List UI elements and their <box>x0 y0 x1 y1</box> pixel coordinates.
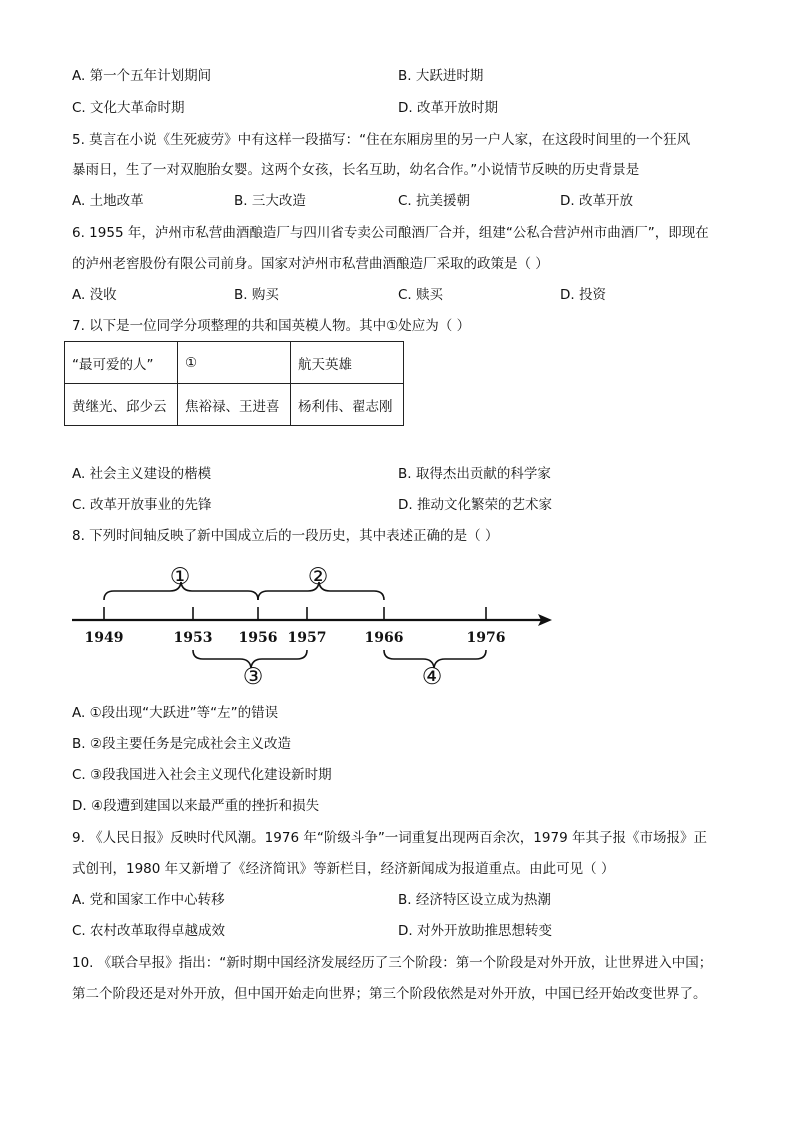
q6-option-d: D. 投资 <box>560 287 606 303</box>
q8-option-b: B. ②段主要任务是完成社会主义改造 <box>72 736 291 752</box>
table-header-cell: “最可爱的人” <box>65 342 178 384</box>
q5-option-d: D. 改革开放 <box>560 193 633 209</box>
timeline-ticks <box>104 607 486 620</box>
q7-option-b: B. 取得杰出贡献的科学家 <box>398 466 551 482</box>
q5-stem-line1: 5. 莫言在小说《生死疲劳》中有这样一段描写：“住在东厢房里的另一户人家，在这段时间里的一个狂风 <box>72 132 691 148</box>
q4-option-c: C. 文化大革命时期 <box>72 100 185 116</box>
q8-stem: 8. 下列时间轴反映了新中国成立后的一段历史，其中表述正确的是（ ） <box>72 528 499 544</box>
segment-marker-4: ④ <box>421 664 443 690</box>
year-label: 1966 <box>364 630 404 646</box>
q5-option-b: B. 三大改造 <box>234 193 306 209</box>
segment-marker-2: ② <box>307 564 329 590</box>
q5-option-a: A. 土地改革 <box>72 193 144 209</box>
q6-option-a: A. 没收 <box>72 287 117 303</box>
q9-option-c: C. 农村改革取得卓越成效 <box>72 923 226 939</box>
year-label: 1949 <box>84 630 124 646</box>
table-cell: 焦裕禄、王进喜 <box>178 384 291 426</box>
q9-option-a: A. 党和国家工作中心转移 <box>72 892 225 908</box>
q7-option-a: A. 社会主义建设的楷模 <box>72 466 212 482</box>
q9-stem-line2: 式创刊，1980 年又新增了《经济简讯》等新栏目，经济新闻成为报道重点。由此可见（ ） <box>72 861 615 877</box>
q4-option-a: A. 第一个五年计划期间 <box>72 68 212 84</box>
q7-stem: 7. 以下是一位同学分项整理的共和国英模人物。其中①处应为（ ） <box>72 318 471 334</box>
q9-option-d: D. 对外开放助推思想转变 <box>398 923 552 939</box>
q8-option-d: D. ④段遭到建国以来最严重的挫折和损失 <box>72 798 320 814</box>
q5-option-c: C. 抗美援朝 <box>398 193 471 209</box>
table-row <box>65 342 404 384</box>
q7-option-c: C. 改革开放事业的先锋 <box>72 497 212 513</box>
q6-option-c: C. 赎买 <box>398 287 444 303</box>
year-label: 1957 <box>287 630 327 646</box>
table-cell: 黄继光、邱少云 <box>65 384 178 426</box>
q7-option-d: D. 推动文化繁荣的艺术家 <box>398 497 552 513</box>
q10-stem-line2: 第二个阶段还是对外开放，但中国开始走向世界；第三个阶段依然是对外开放，中国已经开始改变世界了。 <box>72 986 707 1002</box>
segment-marker-3: ③ <box>242 664 264 690</box>
timeline-diagram <box>60 556 560 691</box>
q9-stem-line1: 9. 《人民日报》反映时代风潮。1976 年“阶级斗争”一词重复出现两百余次，1979 年其子报《市场报》正 <box>72 830 707 846</box>
q6-stem-line1: 6. 1955 年，泸州市私营曲酒酿造厂与四川省专卖公司酿酒厂合并，组建“公私合营泸州市曲酒厂”，即现在 <box>72 225 709 241</box>
q6-option-b: B. 购买 <box>234 287 279 303</box>
year-label: 1953 <box>173 630 213 646</box>
table-cell: 杨利伟、翟志刚 <box>291 384 404 426</box>
table-header-cell: ① <box>178 342 291 384</box>
q9-option-b: B. 经济特区设立成为热潮 <box>398 892 551 908</box>
q6-stem-line2: 的泸州老窖股份有限公司前身。国家对泸州市私营曲酒酿造厂采取的政策是（ ） <box>72 256 549 272</box>
q8-option-c: C. ③段我国进入社会主义现代化建设新时期 <box>72 767 332 783</box>
table-row <box>65 384 404 426</box>
q4-option-d: D. 改革开放时期 <box>398 100 498 116</box>
q10-stem-line1: 10. 《联合早报》指出：“新时期中国经济发展经历了三个阶段：第一个阶段是对外开放，让世界进入中国； <box>72 955 713 971</box>
heroes-table <box>64 341 404 426</box>
segment-marker-1: ① <box>169 564 191 590</box>
table-header-cell: 航天英雄 <box>291 342 404 384</box>
q5-stem-line2: 暴雨日，生了一对双胞胎女婴。这两个女孩，长名互助，幼名合作。”小说情节反映的历史背景是 <box>72 162 640 178</box>
q8-option-a: A. ①段出现“大跃进”等“左”的错误 <box>72 705 279 721</box>
q4-option-b: B. 大跃进时期 <box>398 68 484 84</box>
year-label: 1956 <box>238 630 278 646</box>
year-label: 1976 <box>466 630 506 646</box>
